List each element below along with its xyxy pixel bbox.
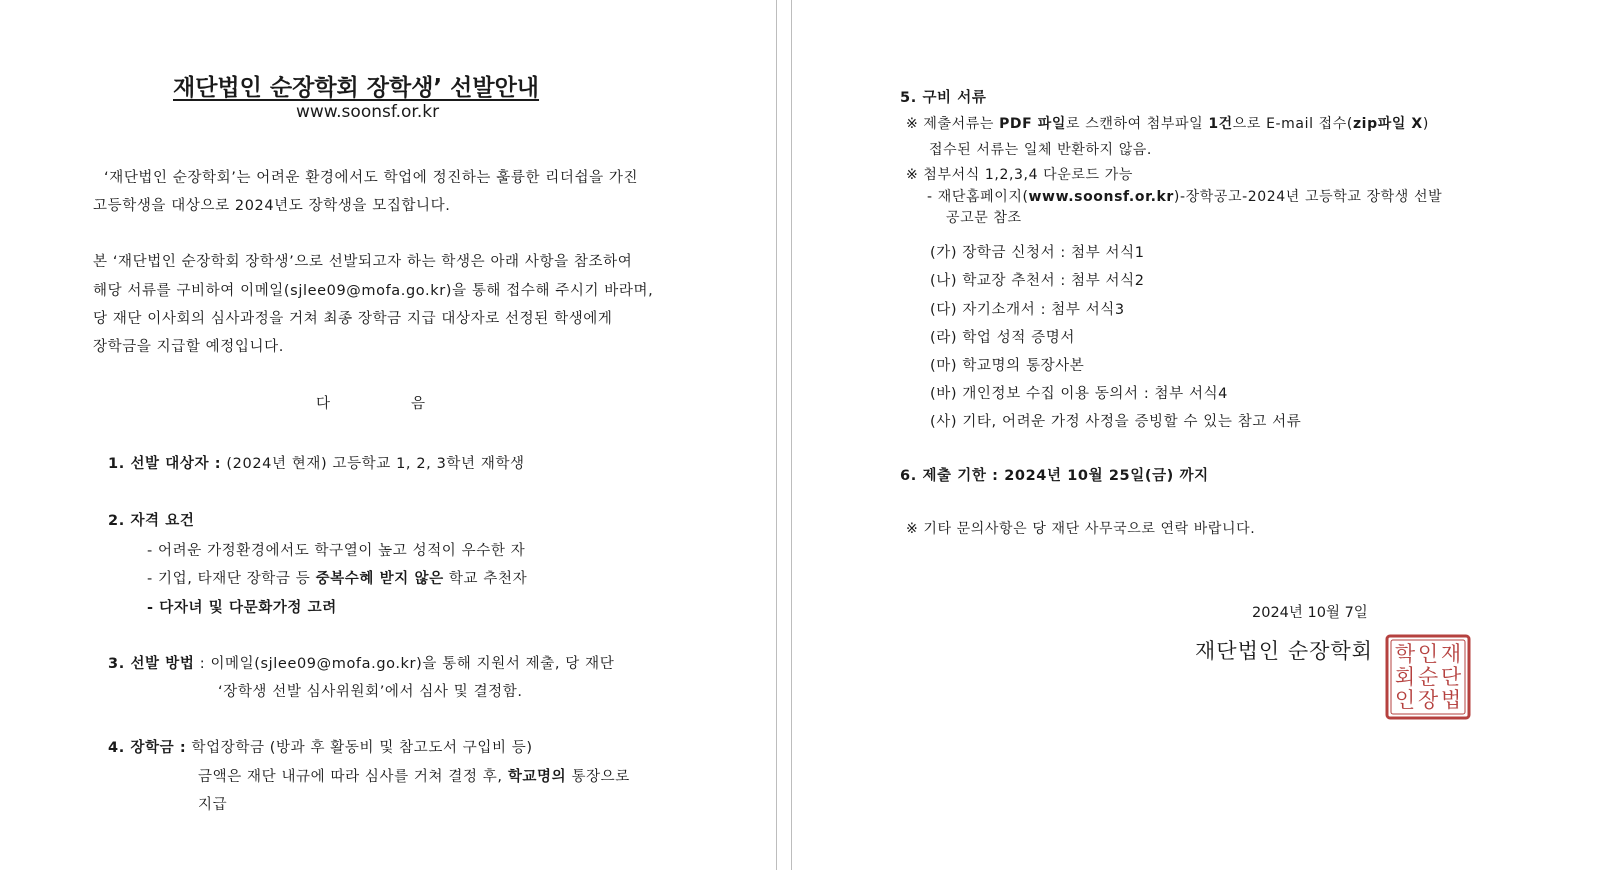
- seal-glyph: 장: [1417, 688, 1439, 712]
- seal-glyph: 회: [1394, 665, 1416, 689]
- notice-heading-left: 다: [316, 396, 331, 412]
- qualification-item: - 다자녀 및 다문화가정 고려: [147, 600, 337, 616]
- seal-glyph: 법: [1440, 688, 1462, 712]
- download-source: [927, 186, 1442, 206]
- note-text: )-장학공고-2024년 고등학교 장학생 선발: [1173, 189, 1443, 205]
- section-4-text: 통장으로: [566, 769, 630, 785]
- download-note: ※ 첨부서식 1,2,3,4 다운로드 가능: [906, 167, 1133, 183]
- document-item: (나) 학교장 추천서 : 첨부 서식2: [930, 273, 1145, 289]
- website-link[interactable]: www.soonsf.or.kr: [1028, 189, 1174, 205]
- section-4-text: 학업장학금 (방과 후 활동비 및 참고도서 구입비 등): [191, 740, 533, 756]
- deadline: 6. 제출 기한 : 2024년 10월 25일(금) 까지: [900, 468, 1209, 484]
- submission-note-cont: 접수된 서류는 일체 반환하지 않음.: [929, 142, 1152, 158]
- note-emphasis: 1건: [1208, 116, 1233, 132]
- note-text: ): [1422, 116, 1429, 132]
- qualification-item: [147, 567, 527, 588]
- right-page: [812, 0, 1603, 870]
- body-line: 장학금을 지급할 예정입니다.: [93, 339, 284, 355]
- section-5-label: 5. 구비 서류: [900, 90, 987, 106]
- section-1: [108, 452, 525, 473]
- download-source-cont: 공고문 참조: [946, 210, 1022, 226]
- left-page: [0, 0, 795, 870]
- intro-line: ‘재단법인 순장학회’는 어려운 환경에서도 학업에 정진하는 훌륭한 리더쉽을 가진: [104, 170, 639, 186]
- seal-glyph: 단: [1440, 665, 1462, 689]
- section-4-emphasis: 학교명의: [507, 769, 567, 785]
- body-line: 당 재단 이사회의 심사과정을 거쳐 최종 장학금 지급 대상자로 선정된 학생에게: [93, 311, 613, 327]
- document-item: (사) 기타, 어려운 가정 사정을 증빙할 수 있는 참고 서류: [930, 414, 1302, 430]
- notice-heading-right: 음: [411, 396, 426, 412]
- website-url: www.soonsf.or.kr: [296, 102, 440, 122]
- section-4: [108, 736, 533, 757]
- note-emphasis: PDF 파일: [999, 116, 1067, 132]
- section-3-label: 3. 선발 방법: [108, 656, 195, 672]
- submission-note: [906, 113, 1429, 133]
- section-3-text-cont: ‘장학생 선발 심사위원회’에서 심사 및 결정함.: [218, 684, 523, 700]
- foundation-signature: 재단법인 순장학회: [1195, 639, 1373, 663]
- note-emphasis: zip파일 X: [1352, 116, 1423, 132]
- document-item: (라) 학업 성적 증명서: [930, 330, 1075, 346]
- section-2-label: 2. 자격 요건: [108, 513, 195, 529]
- qualification-emphasis: 중복수혜 받지 않은: [315, 571, 444, 587]
- section-4-text-cont: 지급: [198, 797, 228, 813]
- section-1-text: (2024년 현재) 고등학교 1, 2, 3학년 재학생: [226, 456, 525, 472]
- body-line: 해당 서류를 구비하여 이메일(sjlee09@mofa.go.kr)을 통해 접수해 주시기 바라며,: [93, 283, 654, 299]
- note-text: ※ 제출서류는: [906, 116, 1000, 132]
- qualification-text: - 기업, 타재단 장학금 등: [147, 571, 316, 587]
- note-text: 로 스캔하여 첨부파일: [1066, 116, 1209, 132]
- document-item: (바) 개인정보 수집 이용 동의서 : 첨부 서식4: [930, 386, 1228, 402]
- official-seal-icon: [1385, 634, 1471, 720]
- document-item: (가) 장학금 신청서 : 첨부 서식1: [930, 245, 1145, 261]
- note-text: - 재단홈페이지(: [927, 189, 1029, 205]
- seal-glyph: 인: [1417, 642, 1439, 666]
- intro-line: 고등학생을 대상으로 2024년도 장학생을 모집합니다.: [93, 198, 451, 214]
- seal-glyph: 인: [1394, 688, 1416, 712]
- page-title: 재단법인 순장학회 장학생’ 선발안내: [173, 75, 540, 101]
- document-item: (다) 자기소개서 : 첨부 서식3: [930, 302, 1125, 318]
- section-4-text: 금액은 재단 내규에 따라 심사를 거쳐 결정 후,: [198, 769, 508, 785]
- document-item: (마) 학교명의 통장사본: [930, 358, 1085, 374]
- seal-glyph: 순: [1417, 665, 1439, 689]
- section-3-text: : 이메일(sjlee09@mofa.go.kr)을 통해 지원서 제출, 당 재단: [199, 656, 615, 672]
- seal-glyph: 재: [1440, 642, 1462, 666]
- section-4-text-cont: [198, 765, 630, 786]
- body-line: 본 ‘재단법인 순장학회 장학생’으로 선발되고자 하는 학생은 아래 사항을 참조하여: [93, 254, 633, 270]
- contact-note: ※ 기타 문의사항은 당 재단 사무국으로 연락 바랍니다.: [906, 521, 1256, 537]
- seal-glyph: 학: [1394, 642, 1416, 666]
- section-1-label: 1. 선발 대상자 :: [108, 456, 222, 472]
- note-text: 으로 E-mail 접수(: [1232, 116, 1353, 132]
- section-4-label: 4. 장학금 :: [108, 740, 187, 756]
- qualification-item: - 어려운 가정환경에서도 학구열이 높고 성적이 우수한 자: [147, 543, 526, 559]
- issue-date: 2024년 10월 7일: [1252, 605, 1368, 621]
- section-3: [108, 652, 614, 673]
- qualification-text: 학교 추천자: [443, 571, 528, 587]
